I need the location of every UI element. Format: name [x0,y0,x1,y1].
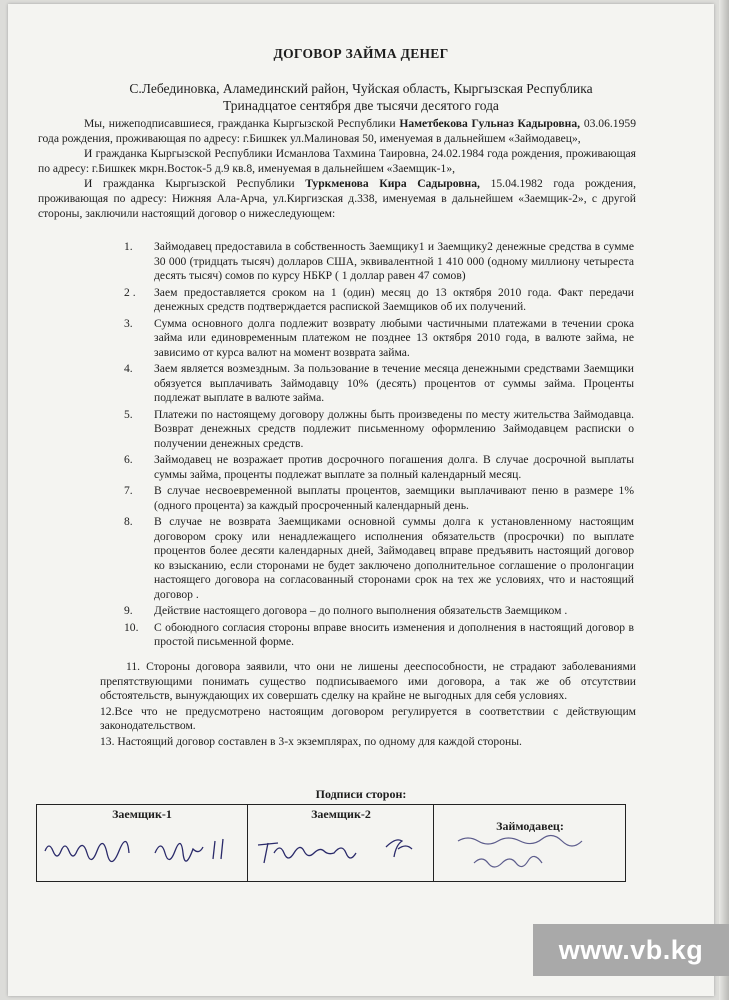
lender-signature [434,819,626,879]
term-item: 7. В случае несвоевременной выплаты процентов, заемщики выплачивают пеню в размере 1% (одного процента) за каждый просроченный календарный день. [124,484,634,512]
signature-cell-borrower-1 [37,805,247,881]
borrower-2-signature [248,819,434,879]
term-item: 8. В случае не возврата Заемщиками основной суммы долга к установленному настоящим договором сроку или ненадлежащего исполнения обязательств (просрочки) по выплате процентов более десяти календарных дней, Займодавец вправе предъявить настоящий договор ко взысканию, если сторонами не будет заключено дополнительное соглашение о пролонгации настоящего договора на согласованный сторонами срок на тех же условиях, что и настоящий договор . [124,515,634,601]
term-item: 2 . Заем предоставляется сроком на 1 (один) месяц до 13 октября 2010 года. Факт передачи денежных средств подтверждается распиской Заемщиков об их получений. [124,285,634,313]
borrower-2-name: Туркменова Кира Садыровна, [305,177,480,190]
clause-11: 11. Стороны договора заявили, что они не лишены дееспособности, не страдают заболеваниями препятствующими понимать существо подписываемого ими договора, а так же об отсутствии обстоятельств, вынуждающих их совершать сделку на крайне не выгодных для себя условиях. [100,660,636,702]
preamble-borrower-2: И гражданка Кыргызской Республики Туркменова Кира Садыровна, 15.04.1982 года рождения, проживающая по адресу: Нижняя Ала-Арча, ул.Киргизская д.338, именуемая в дальнейшем «Заемщик-2», с другой стороны, заключили настоящий договор о нижеследующем: [38,177,636,220]
signature-cell-borrower-2 [247,805,434,881]
clause-13: 13. Настоящий договор составлен в 3-х экземплярах, по одному для каждой стороны. [100,734,522,748]
signature-cell-lender [433,805,626,881]
date-line: Тринадцатое сентября две тысячи десятого года [223,98,499,113]
term-item: 9. Действие настоящего договора – до полного выполнения обязательств Заемщиком . [124,604,568,617]
place-line: С.Лебединовка, Аламединский район, Чуйская область, Кыргызская Республика [129,81,593,96]
document-place-date [8,80,714,114]
term-item: 1. Займодавец предоставила в собственность Заемщику1 и Заемщику2 денежные средства в сумме 30 000 (тридцать тысяч) долларов США, эквивалентной 1 410 000 (одному миллиону четыреста десять тысяч) сомов по курсу НБКР ( 1 доллар равен 47 сомов) [124,240,634,282]
term-item: 6. Займодавец не возражает против досрочного погашения долга. В случае досрочной выплаты суммы займа, проценты подлежат выплате за полный календарный месяц. [124,453,634,481]
preamble-lender: Мы, нижеподписавшиеся, гражданка Кыргызской Республики Наметбекова Гульназ Кадыровна, 03.06.1959 года рождения, проживающая по адресу: г.Бишкек ул.Малиновая 50, именуемая в дальнейшем «Займодавец», [38,117,636,145]
closing-clauses [100,660,636,750]
contract-terms [114,240,634,652]
lender-name: Наметбекова Гульназ Кадыровна, [399,117,581,130]
preamble [38,116,636,221]
term-item: 3. Сумма основного долга подлежит возврату любыми частичными платежами в течении срока займа или единовременным платежом не позднее 13 октября 2010 года, в валюте займа, не зависимо от курса валют на момент возврата займа. [124,316,634,359]
lender-label: Займодавец: [496,819,564,833]
borrower-1-label: Заемщик-1 [112,807,172,821]
signature-table [36,804,626,882]
signatures-heading: Подписи сторон: [315,787,407,801]
term-item: 5. Платежи по настоящему договору должны быть произведены по месту жительства Займодавца. Возврат денежных средств подлежит письменному оформлению Займодавцем расписки о получении денежных средств. [124,407,634,450]
clause-12: 12.Все что не предусмотрено настоящим договором регулируется в соответствии с действующим законодательством. [100,704,636,732]
site-watermark: www.vb.kg [533,924,729,976]
term-item: 4. Заем является возмездным. За пользование в течение месяца денежными средствами Заемщики обязуется выплачивать Займодавцу 10% (десять) процентов от суммы займа. Проценты подлежат выплате в валюте займа. [124,362,634,404]
document-page [8,4,714,996]
document-title: ДОГОВОР ЗАЙМА ДЕНЕГ [273,46,449,61]
borrower-1-signature [37,819,247,879]
term-item: 10. С обоюдного согласия стороны вправе вносить изменения и дополнения в настоящий договор в простой письменной форме. [124,620,634,648]
preamble-borrower-1: И гражданка Кыргызской Республики Исманлова Тахмина Таировна, 24.02.1984 года рождения, проживающая по адресу: г.Бишкек мкрн.Восток-5 д.9 кв.8, именуемая в дальнейшем «Заемщик-1», [38,147,636,175]
borrower-2-label: Заемщик-2 [311,807,371,821]
scan-edge-shadow [719,0,729,1000]
